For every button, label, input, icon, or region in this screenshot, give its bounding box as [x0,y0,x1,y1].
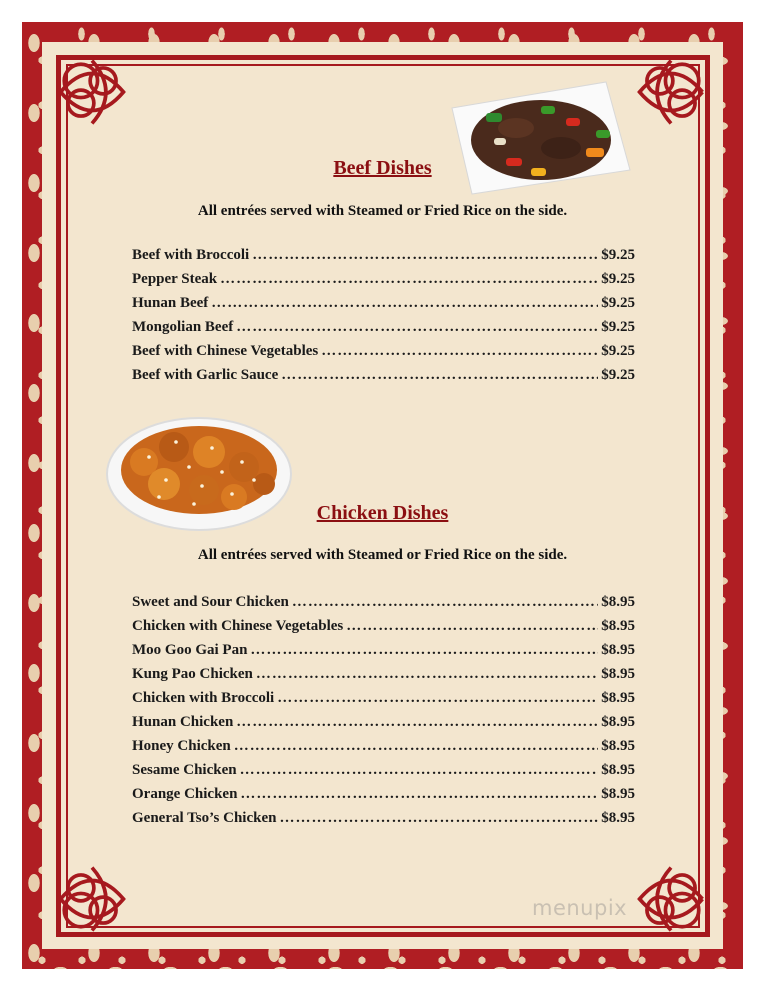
item-price: $8.95 [601,786,635,802]
item-name: Beef with Garlic Sauce [132,367,279,383]
item-name: Hunan Beef [132,295,209,311]
menu-item [132,295,635,319]
menu-item [132,666,635,690]
menu-item [132,690,635,714]
item-price: $8.95 [601,762,635,778]
item-name: Beef with Broccoli [132,247,250,263]
item-price: $9.25 [601,319,635,335]
item-price: $8.95 [601,666,635,682]
item-name: Mongolian Beef [132,319,234,335]
chicken-menu-list [132,594,635,834]
item-price: $8.95 [601,594,635,610]
celtic-knot-icon [55,55,129,129]
item-name: Chicken with Broccoli [132,690,275,706]
item-name: Moo Goo Gai Pan [132,642,248,658]
dot-leader [220,271,598,288]
dot-leader [252,247,598,264]
dot-leader [234,738,598,755]
item-price: $9.25 [601,295,635,311]
item-price: $9.25 [601,343,635,359]
celtic-knot-icon [634,55,708,129]
item-name: Beef with Chinese Vegetables [132,343,319,359]
dot-leader [279,810,598,827]
item-name: Orange Chicken [132,786,238,802]
item-name: Hunan Chicken [132,714,234,730]
item-name: Pepper Steak [132,271,218,287]
dot-leader [240,786,598,803]
menu-item [132,810,635,834]
item-name: Chicken with Chinese Vegetables [132,618,344,634]
menu-item [132,367,635,391]
dot-leader [240,762,599,779]
menu-item [132,343,635,367]
menu-item [132,594,635,618]
item-price: $8.95 [601,690,635,706]
item-name: Honey Chicken [132,738,231,754]
dot-leader [250,642,598,659]
menu-item [132,618,635,642]
dot-leader [211,295,598,312]
item-price: $8.95 [601,738,635,754]
item-name: Sweet and Sour Chicken [132,594,289,610]
menu-item [132,714,635,738]
celtic-knot-icon [55,862,129,936]
dot-leader [277,690,598,707]
menu-item [132,319,635,343]
item-name: Sesame Chicken [132,762,237,778]
menu-item [132,786,635,810]
menu-item [132,247,635,271]
celtic-knot-icon [634,862,708,936]
item-price: $8.95 [601,810,635,826]
item-price: $8.95 [601,642,635,658]
menu-item [132,271,635,295]
menu-item [132,738,635,762]
dot-leader [281,367,598,384]
dot-leader [236,319,598,336]
chicken-section-note: All entrées served with Steamed or Fried Rice on the side. [197,547,568,563]
item-name: General Tso’s Chicken [132,810,277,826]
dot-leader [321,343,598,360]
dot-leader [346,618,598,635]
beef-menu-list [132,247,635,391]
item-price: $9.25 [601,247,635,263]
item-price: $8.95 [601,714,635,730]
menu-item [132,762,635,786]
menu-item [132,642,635,666]
dot-leader [236,714,598,731]
watermark: menupix [532,896,628,920]
item-price: $9.25 [601,367,635,383]
item-price: $9.25 [601,271,635,287]
beef-section-note: All entrées served with Steamed or Fried Rice on the side. [197,203,568,219]
dot-leader [256,666,598,683]
item-name: Kung Pao Chicken [132,666,253,682]
item-price: $8.95 [601,618,635,634]
chicken-section-title: Chicken Dishes [316,502,449,524]
dot-leader [292,594,598,611]
beef-section-title: Beef Dishes [333,157,432,179]
